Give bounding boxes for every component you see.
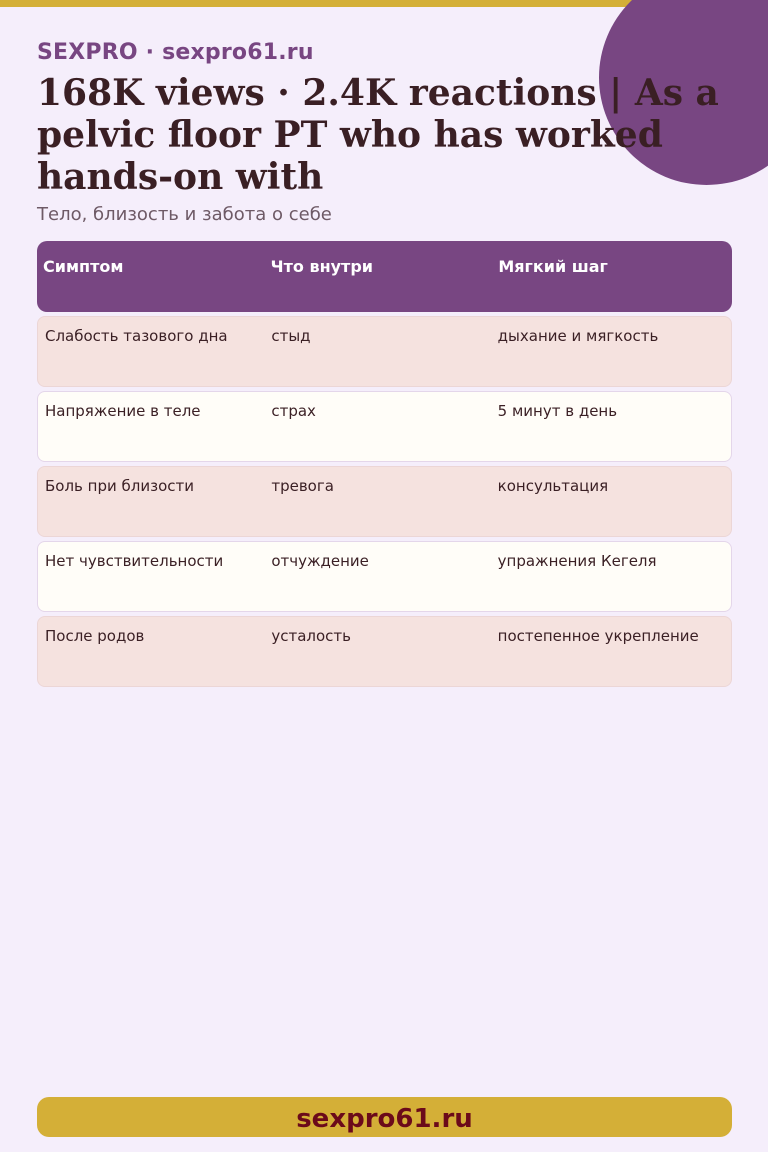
cell-symptom: Нет чувствительности — [45, 552, 224, 570]
cell-symptom: Слабость тазового дна — [45, 327, 228, 345]
symptom-table — [37, 241, 732, 687]
table-row — [37, 616, 732, 687]
cell-step: упражнения Кегеля — [497, 552, 657, 570]
table-header — [37, 241, 732, 312]
page-title: 168K views · 2.4K reactions | As a pelvic floor PT who has worked hands-on with — [37, 72, 719, 198]
cell-step: дыхание и мягкость — [497, 327, 659, 345]
footer-site-link[interactable]: sexpro61.ru — [37, 1097, 732, 1137]
page-subtitle: Тело, близость и забота о себе — [37, 204, 332, 225]
column-header-inside: Что внутри — [270, 257, 373, 276]
cell-inside: стыд — [271, 327, 311, 345]
column-header-step: Мягкий шаг — [498, 257, 608, 276]
column-header-symptom: Симптом — [43, 257, 124, 276]
cell-inside: страх — [271, 402, 316, 420]
cell-symptom: Боль при близости — [45, 477, 194, 495]
table-row — [37, 541, 732, 612]
cell-inside: отчуждение — [271, 552, 369, 570]
cell-step: консультация — [497, 477, 609, 495]
cell-symptom: После родов — [45, 627, 145, 645]
cell-symptom: Напряжение в теле — [45, 402, 201, 420]
brand-label: SEXPRO · sexpro61.ru — [37, 40, 314, 65]
table-row — [37, 316, 732, 387]
cell-inside: тревога — [271, 477, 334, 495]
cell-step: постепенное укрепление — [497, 627, 699, 645]
cell-inside: усталость — [271, 627, 351, 645]
table-row — [37, 391, 732, 462]
table-row — [37, 466, 732, 537]
cell-step: 5 минут в день — [497, 402, 618, 420]
